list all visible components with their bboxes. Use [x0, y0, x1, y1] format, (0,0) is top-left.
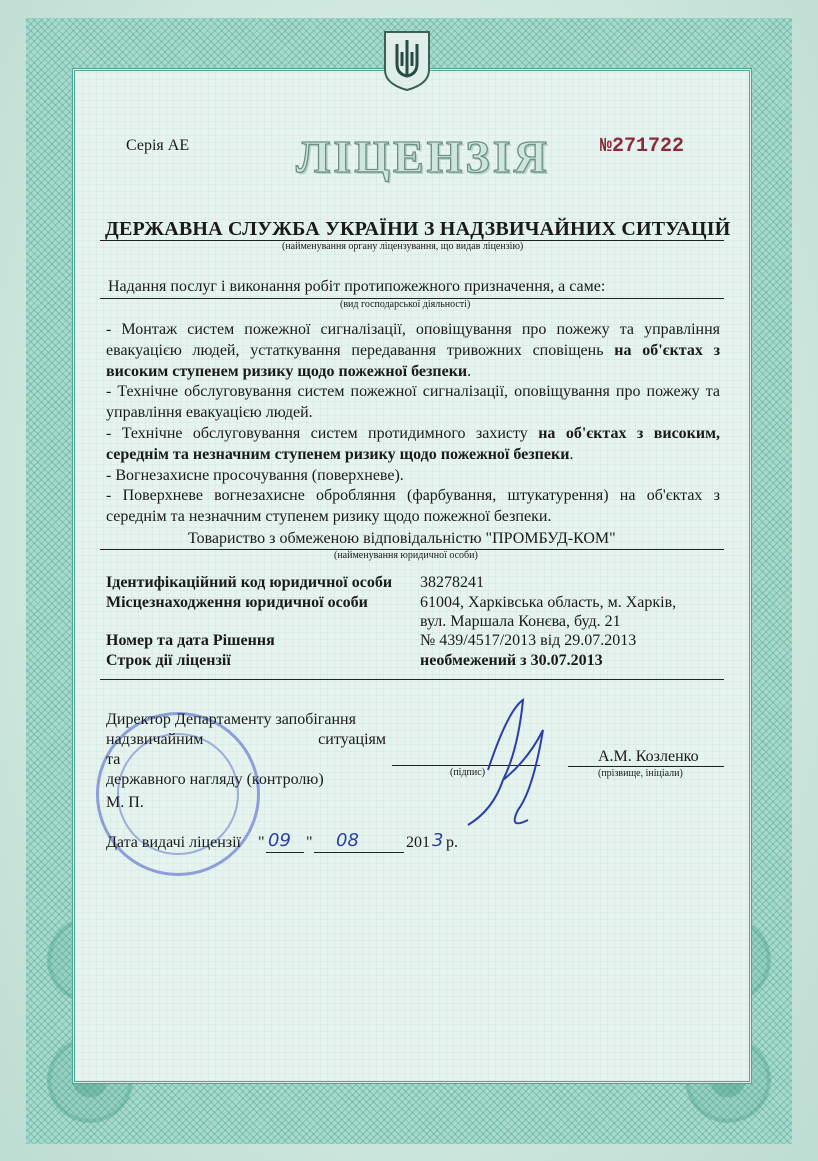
- organization-caption: (найменування юридичної особи): [334, 550, 478, 561]
- signer-name: А.М. Козленко: [598, 748, 699, 765]
- service-item: - Технічне обслуговування систем пожежної сигналізації, оповіщування про пожежу та управління евакуацією людей.: [106, 383, 720, 422]
- agency-name: ДЕРЖАВНА СЛУЖБА УКРАЇНИ З НАДЗВИЧАЙНИХ СИТУАЦІЙ: [105, 218, 731, 240]
- location-line-1: 61004, Харківська область, м. Харків,: [420, 594, 677, 611]
- agency-caption: (найменування органу ліцензування, що видав ліцензію): [282, 241, 524, 252]
- quote-close: ": [306, 834, 313, 851]
- month-line: [314, 852, 404, 853]
- service-item: - Вогнезахисне просочування (поверхневе).: [106, 466, 404, 484]
- divider: [100, 679, 724, 680]
- decision-value: № 439/4517/2013 від 29.07.2013: [420, 632, 637, 649]
- location-label: Місцезнаходження юридичної особи: [106, 594, 368, 611]
- issue-year-suffix: р.: [446, 834, 458, 851]
- signer-caption: (прізвище, ініціали): [598, 768, 683, 779]
- term-value: необмежений з 30.07.2013: [420, 652, 603, 669]
- issue-day: 09: [268, 830, 291, 851]
- organization-name: Товариство з обмеженою відповідальністю "ПРОМБУД-КОМ": [188, 530, 616, 547]
- id-value: 38278241: [420, 574, 484, 591]
- issue-month: 08: [336, 830, 359, 851]
- service-item: - Поверхневе вогнезахисне обробляння (фарбування, штукатурення) на об'єктах з середнім та незначним ступенем ризику щодо пожежної безпеки.: [106, 487, 720, 526]
- quote-open: ": [258, 834, 265, 851]
- license-number: №271722: [600, 135, 685, 158]
- signature-caption: (підпис): [450, 767, 486, 778]
- decision-label: Номер та дата Рішення: [106, 632, 275, 649]
- name-line: [568, 766, 724, 767]
- issue-year-digit: 3: [432, 830, 444, 851]
- handwritten-signature: [448, 690, 558, 840]
- term-label: Строк дії ліцензії: [106, 652, 231, 669]
- seal-label: М. П.: [106, 794, 144, 811]
- activity-type: Надання послуг і виконання робіт протипожежного призначення, а саме:: [108, 278, 606, 295]
- issue-year-prefix: 201: [406, 834, 430, 851]
- director-title: Директор Департаменту запобігання надзвичайним ситуаціям та державного нагляду (контролю): [106, 711, 386, 788]
- day-line: [266, 852, 304, 853]
- service-item: - Технічне обслуговування систем протидимного захисту на об'єктах з високим, середнім та незначним ступенем ризику щодо пожежної безпеки.: [106, 424, 721, 463]
- id-label: Ідентифікаційний код юридичної особи: [106, 574, 393, 591]
- issue-date-label: Дата видачі ліцензії: [106, 834, 241, 851]
- services-list: [106, 320, 720, 528]
- service-item: - Монтаж систем пожежної сигналізації, оповіщування про пожежу та управління евакуацією людей, устаткування передавання тривожних сповіщень на об'єктах з високим ступенем ризику щодо пожежної безпеки.: [106, 321, 720, 380]
- trident-emblem: [383, 30, 431, 92]
- location-line-2: вул. Маршала Конєва, буд. 21: [420, 613, 621, 630]
- series-label: Серія АЕ: [126, 137, 190, 154]
- activity-caption: (вид господарської діяльності): [340, 299, 471, 310]
- document-title: ЛІЦЕНЗІЯ: [296, 131, 550, 182]
